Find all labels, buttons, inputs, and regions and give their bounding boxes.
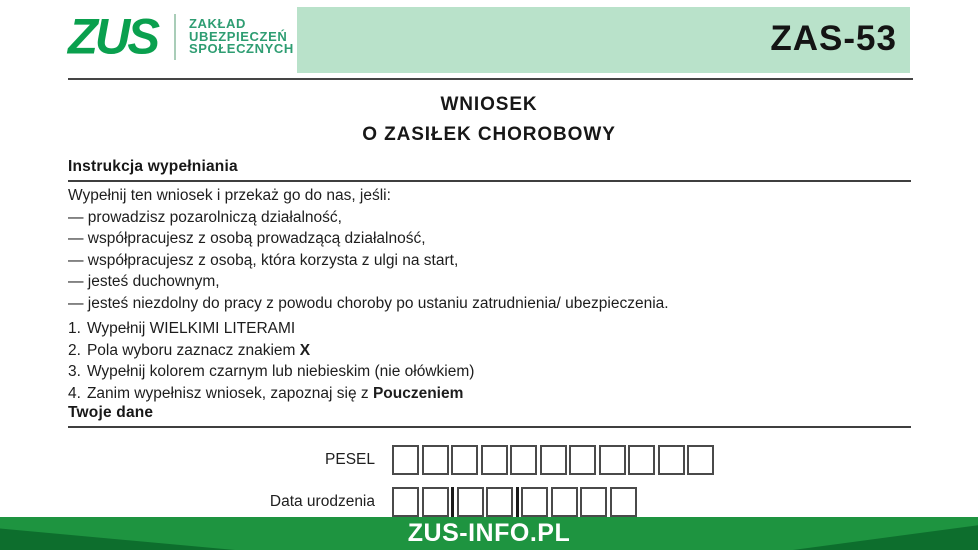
pesel-digit-cell[interactable] [687, 445, 714, 475]
item-text: Wypełnij WIELKIMI LITERAMI [86, 320, 296, 337]
date-group-separator [516, 487, 519, 517]
numbered-item [68, 318, 913, 340]
birth-date-input-cells [392, 487, 637, 517]
condition-item: — współpracujesz z osobą prowadzącą działalność, [68, 230, 426, 248]
item-number: 2. [68, 341, 81, 359]
condition-item: — prowadzisz pozarolniczą działalność, [68, 208, 342, 226]
zus-logo-wordmark: ZUS [68, 9, 157, 65]
form-title-line2: O ZASIŁEK CHOROBOWY [362, 124, 616, 145]
intro-block [68, 185, 913, 315]
form-title-line1: WNIOSEK [440, 94, 538, 115]
item-text: Zanim wypełnisz wniosek, zapoznaj się z [86, 384, 373, 402]
birth-date-label: Data urodzenia [269, 493, 375, 510]
section-heading-instructions: Instrukcja wypełniania [68, 158, 911, 182]
section-heading-your-data: Twoje dane [68, 404, 911, 428]
birth-date-field-row [0, 487, 637, 517]
item-number: 4. [68, 384, 81, 402]
pesel-digit-cell[interactable] [481, 445, 508, 475]
condition-item: — jesteś niezdolny do pracy z powodu choroby po ustaniu zatrudnienia/ ubezpieczenia. [68, 294, 669, 312]
date-group-separator [451, 487, 454, 517]
pesel-digit-cell[interactable] [392, 445, 419, 475]
form-code: ZAS-53 [770, 19, 897, 58]
zus-org-name [176, 18, 294, 56]
pesel-digit-cell[interactable] [540, 445, 567, 475]
item-bold-text: X [299, 341, 311, 359]
birth-date-digit-cell[interactable] [422, 487, 449, 517]
intro-lead: Wypełnij ten wniosek i przekaż go do nas, jeśli: [68, 187, 391, 204]
pesel-digit-cell[interactable] [510, 445, 537, 475]
pesel-input-cells [392, 445, 714, 475]
header-band [297, 7, 910, 73]
org-line-3: SPOŁECZNYCH [189, 41, 294, 57]
org-line-2: UBEZPIECZEŃ [189, 28, 288, 44]
item-bold-text: Pouczeniem [372, 384, 464, 402]
org-line-1: ZAKŁAD [189, 16, 247, 32]
pesel-digit-cell[interactable] [599, 445, 626, 475]
pesel-digit-cell[interactable] [628, 445, 655, 475]
birth-date-digit-cell[interactable] [521, 487, 548, 517]
birth-date-digit-cell[interactable] [392, 487, 419, 517]
item-number: 3. [68, 363, 81, 381]
pesel-digit-cell[interactable] [658, 445, 685, 475]
zus-logo [68, 9, 294, 65]
footer-site-name: ZUS-INFO.PL [407, 519, 571, 547]
header-rule [68, 78, 913, 80]
pesel-digit-cell[interactable] [569, 445, 596, 475]
birth-date-digit-cell[interactable] [457, 487, 484, 517]
birth-date-digit-cell[interactable] [610, 487, 637, 517]
birth-date-digit-cell[interactable] [580, 487, 607, 517]
pesel-digit-cell[interactable] [422, 445, 449, 475]
item-text: Wypełnij kolorem czarnym lub niebieskim (nie ołówkiem) [86, 363, 475, 381]
pesel-label: PESEL [325, 451, 375, 468]
condition-item: — jesteś duchownym, [68, 273, 220, 291]
condition-item: — współpracujesz z osobą, która korzysta z ulgi na start, [68, 251, 459, 269]
birth-date-digit-cell[interactable] [551, 487, 578, 517]
birth-date-digit-cell[interactable] [486, 487, 513, 517]
pesel-field-row [0, 445, 714, 475]
numbered-item [68, 361, 913, 383]
footer-banner [0, 517, 978, 550]
numbered-item [68, 340, 913, 362]
pesel-digit-cell[interactable] [451, 445, 478, 475]
numbered-instructions [68, 318, 913, 404]
numbered-item [68, 383, 913, 405]
item-text: Pola wyboru zaznacz znakiem [86, 341, 300, 359]
item-number: 1. [68, 320, 81, 337]
